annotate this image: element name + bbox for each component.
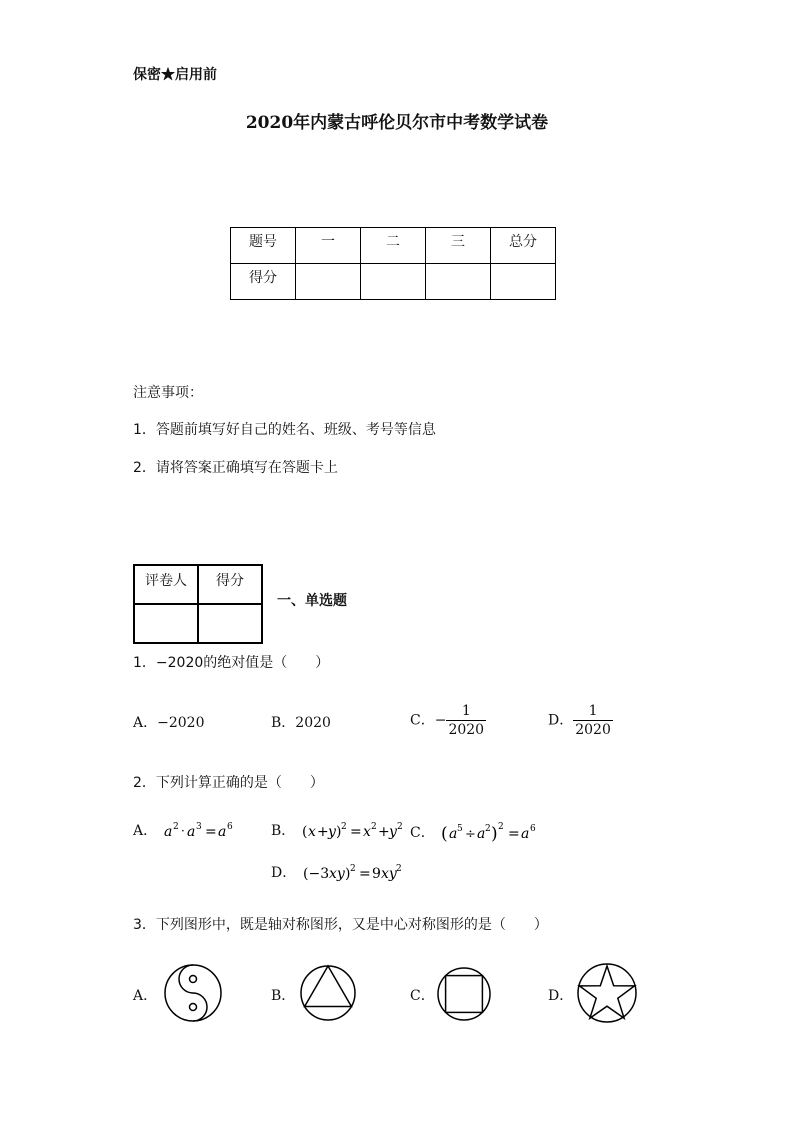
q1-option-a[interactable] bbox=[133, 712, 204, 732]
grader-header: 评卷人 bbox=[134, 565, 198, 604]
triangle-in-circle-icon[interactable] bbox=[299, 964, 357, 1022]
fraction bbox=[573, 702, 613, 739]
svg-text:=: = bbox=[508, 826, 520, 842]
svg-text:=: = bbox=[349, 824, 362, 840]
q3-option-c-label[interactable]: C． bbox=[410, 988, 435, 1004]
question-2-stem: 2．下列计算正确的是（ ） bbox=[133, 775, 324, 791]
q2-option-d[interactable] bbox=[271, 862, 401, 884]
score-cell[interactable] bbox=[361, 264, 426, 300]
fraction-denominator: 2020 bbox=[575, 722, 611, 738]
score-header-cell: 题号 bbox=[231, 228, 296, 264]
fraction-numerator: 1 bbox=[573, 702, 613, 721]
option-label: C． bbox=[410, 712, 435, 729]
score-header-cell: 二 bbox=[361, 228, 426, 264]
formula-d bbox=[301, 862, 401, 884]
option-value: −2020 bbox=[157, 715, 205, 731]
q3-option-a-label[interactable]: A． bbox=[133, 988, 158, 1004]
score-header-cell: 三 bbox=[426, 228, 491, 264]
svg-text:): ) bbox=[491, 824, 498, 844]
svg-text:xy: xy bbox=[380, 866, 397, 882]
question-3-stem: 3．下列图形中，既是轴对称图形，又是中心对称图形的是（ ） bbox=[133, 917, 548, 933]
svg-text:5: 5 bbox=[457, 824, 463, 834]
svg-text:·: · bbox=[180, 824, 185, 838]
q1-option-b[interactable] bbox=[271, 712, 331, 732]
score-header-cell: 总分 bbox=[491, 228, 556, 264]
note-item: 2．请将答案正确填写在答题卡上 bbox=[133, 460, 338, 476]
svg-text:x: x bbox=[362, 824, 371, 840]
grader-score-header: 得分 bbox=[198, 565, 262, 604]
svg-text:=: = bbox=[358, 866, 371, 882]
option-label: A． bbox=[133, 823, 158, 839]
svg-text:a: a bbox=[186, 824, 195, 840]
svg-text:2: 2 bbox=[396, 822, 403, 832]
svg-text:(: ( bbox=[441, 824, 448, 844]
svg-text:a: a bbox=[163, 824, 172, 840]
q2-option-a[interactable] bbox=[133, 820, 242, 842]
option-sign: − bbox=[434, 712, 447, 729]
confidential-label: 保密★启用前 bbox=[133, 67, 217, 83]
svg-text:a: a bbox=[449, 826, 458, 842]
q2-option-c[interactable] bbox=[410, 820, 547, 846]
q2-option-b[interactable] bbox=[271, 820, 414, 842]
option-value: 2020 bbox=[295, 715, 331, 731]
notes-heading: 注意事项： bbox=[133, 385, 203, 401]
score-cell[interactable] bbox=[491, 264, 556, 300]
svg-text:2: 2 bbox=[498, 822, 504, 832]
svg-text:=: = bbox=[204, 824, 217, 840]
option-label: B． bbox=[271, 823, 296, 839]
grader-score-cell[interactable] bbox=[198, 604, 262, 643]
fraction-numerator: 1 bbox=[446, 702, 486, 721]
svg-text:6: 6 bbox=[530, 824, 536, 834]
svg-text:): ) bbox=[344, 866, 351, 882]
svg-text:xy: xy bbox=[328, 866, 345, 882]
svg-text:6: 6 bbox=[226, 822, 233, 832]
score-table-score-row bbox=[231, 264, 556, 300]
fraction-denominator: 2020 bbox=[448, 722, 485, 738]
section-title: 一、单选题 bbox=[277, 593, 347, 609]
question-1-stem: 1．−2020的绝对值是（ ） bbox=[133, 655, 330, 671]
svg-text:(: ( bbox=[301, 824, 308, 840]
option-label: C． bbox=[410, 825, 435, 841]
svg-text:2: 2 bbox=[370, 822, 377, 832]
option-label: D． bbox=[271, 865, 297, 881]
svg-text:÷: ÷ bbox=[465, 827, 477, 842]
yin-yang-icon[interactable] bbox=[163, 963, 223, 1023]
grader-cell[interactable] bbox=[134, 604, 198, 643]
formula-c bbox=[439, 820, 547, 846]
svg-text:+: + bbox=[316, 824, 329, 840]
square-in-circle-icon[interactable] bbox=[436, 966, 492, 1022]
svg-text:y: y bbox=[327, 824, 336, 840]
svg-text:+: + bbox=[377, 824, 390, 840]
svg-text:2: 2 bbox=[340, 822, 347, 832]
score-table bbox=[230, 227, 556, 300]
svg-text:2: 2 bbox=[349, 864, 356, 874]
q3-option-d-label[interactable]: D． bbox=[548, 988, 574, 1004]
svg-text:2: 2 bbox=[395, 864, 402, 874]
option-label: D． bbox=[548, 712, 574, 729]
exam-title: 2020年内蒙古呼伦贝尔市中考数学试卷 bbox=[245, 113, 549, 133]
score-table-header-row bbox=[231, 228, 556, 264]
fraction bbox=[446, 702, 486, 739]
score-header-cell: 一 bbox=[296, 228, 361, 264]
formula-b bbox=[300, 820, 414, 842]
q3-option-b-label[interactable]: B． bbox=[271, 988, 296, 1004]
score-cell[interactable] bbox=[426, 264, 491, 300]
formula-a bbox=[162, 820, 242, 842]
score-cell[interactable] bbox=[296, 264, 361, 300]
svg-text:a: a bbox=[521, 826, 530, 842]
svg-text:y: y bbox=[388, 824, 397, 840]
svg-text:): ) bbox=[335, 824, 342, 840]
svg-text:a: a bbox=[477, 826, 486, 842]
option-label: B． bbox=[271, 715, 296, 731]
star-in-circle-icon[interactable] bbox=[576, 962, 638, 1024]
svg-text:a: a bbox=[217, 824, 226, 840]
note-item: 1．答题前填写好自己的姓名、班级、考号等信息 bbox=[133, 422, 436, 438]
option-label: A． bbox=[133, 715, 158, 731]
svg-text:3: 3 bbox=[195, 822, 202, 832]
score-row-label: 得分 bbox=[231, 264, 296, 300]
grader-table bbox=[133, 564, 263, 644]
svg-text:x: x bbox=[307, 824, 316, 840]
svg-text:2: 2 bbox=[172, 822, 179, 832]
svg-text:(−3: (−3 bbox=[302, 866, 329, 882]
q1-option-d[interactable] bbox=[548, 702, 613, 739]
svg-text:2: 2 bbox=[485, 824, 491, 834]
q1-option-c[interactable] bbox=[410, 702, 486, 739]
svg-text:9: 9 bbox=[371, 866, 381, 882]
